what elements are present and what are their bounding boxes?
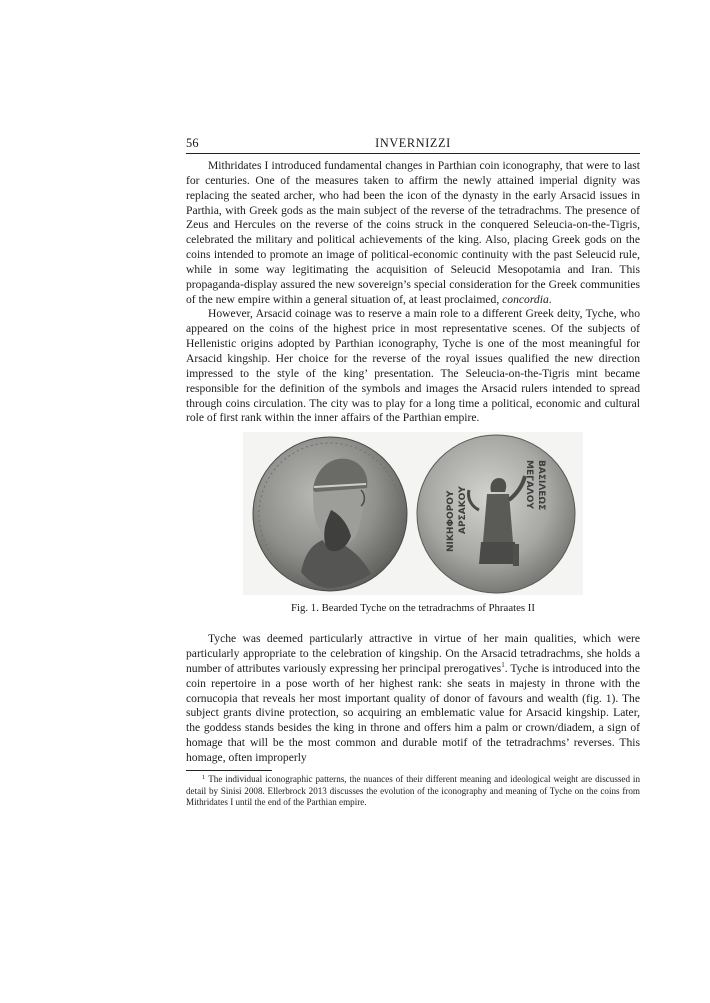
paragraph-1-text: Mithridates I introduced fundamental changes in Parthian coin iconography, that were to last for centuries. One of the measures taken to affirm the newly attained imperial dignity was replacing the seated archer, who had been the icon of the dynasty in the early Arsacid issues in Parthia, with Greek gods as the main subject of the reverse of the tetradrachms. The presence of Zeus and Hercules on the reverse of the coins struck in the conquered Seleucia-on-the-Tigris, celebrated the military and political achievements of the king. Also, placing Greek gods on the coins intended to promote an image of political-economic continuity with the past Seleucid rule, while in some way legitimating the acquisition of Seleucid Mesopotamia and Iran. This propaganda-display assured the new sovereign’s special consideration for the Greek communities of the new empire within a general situation of, at least proclaimed, [186,159,640,306]
footnote-number: 1 [202,773,206,781]
paragraph-1 [186,159,640,307]
running-head [186,136,640,153]
body-text [186,159,640,426]
legend-basileos: ΒΑΣΙΛΕΩΣ [536,460,546,511]
coin-obverse-bearded-king-portrait-icon [253,437,407,591]
paragraph-2: However, Arsacid coinage was to reserve a main role to a different Greek deity, Tyche, who appeared on the coins of the highest price in most representative scenes. Of the subjects of Hellenistic origins adopted by Parthian iconography, Tyche is one of the most meaningful for Arsacid kingship. Her choice for the reverse of the royal issues qualified the new direction impressed to the style of the king’ presentation. The Seleucia-on-the-Tigris mint became responsible for the definition of the symbols and images the Arsacid rulers intended to spread through coins circulation. The city was to play for a long time a political, economic and cultural role of first rank within the inner affairs of the Parthian empire. [186,307,640,425]
coin-photo [243,432,583,595]
figure-caption: Fig. 1. Bearded Tyche on the tetradrachms of Phraates II [291,602,535,615]
legend-nikephorou: ΝΙΚΗΦΟΡΟΥ [446,490,456,553]
footnote-rule [186,770,272,771]
body-text-after-figure [186,632,640,766]
paragraph-3-text-b: . Tyche is introduced into the coin repertoire in a pose worth of her highest rank: she seats in majesty in throne with the cornucopia that reveals her most important quality of donor of favours and wealth (fig. 1). The subject grants divine protection, so acquiring an emblematic value for Arsacid kingship. Later, the goddess stands besides the king in throne and offers him a palm or crown/diadem, a sign of homage that will be the most common and durable motif of the tetradrachms’ reverses. This homage, often improperly [186,661,640,764]
footnote-1 [186,774,640,809]
running-title: INVERNIZZI [375,136,451,150]
concordia-emphasis: concordia [502,292,549,306]
paragraph-3 [186,632,640,766]
paragraph-1-end: . [548,292,552,306]
page-content [186,136,640,809]
legend-arsakou: ΑΡΣΑΚΟΥ [458,486,468,535]
page-number: 56 [186,136,199,150]
figure-1 [186,432,640,615]
footnote-reference[interactable]: 1 [501,660,505,669]
header-rule [186,153,640,154]
coin-reverse-seated-tyche-icon [417,435,575,593]
paragraph-3-text-a: Tyche was deemed particularly attractive in virtue of her main qualities, which were particularly appropriate to the celebration of kingship. On the Arsacid tetradrachms, she holds a number of attributes variously expressing her principal prerogatives [186,632,640,675]
legend-megalou: ΜΕΓΑΛΟΥ [524,460,534,510]
footnote [186,774,640,809]
footnote-text: The individual iconographic patterns, the nuances of their different meaning and ideological weight are discussed in detail by Sinisi 2008. Ellerbrock 2013 discusses the evolution of the iconography and meaning of Tyche on the coins from Mithridates I until the end of the Parthian empire. [186,773,640,808]
